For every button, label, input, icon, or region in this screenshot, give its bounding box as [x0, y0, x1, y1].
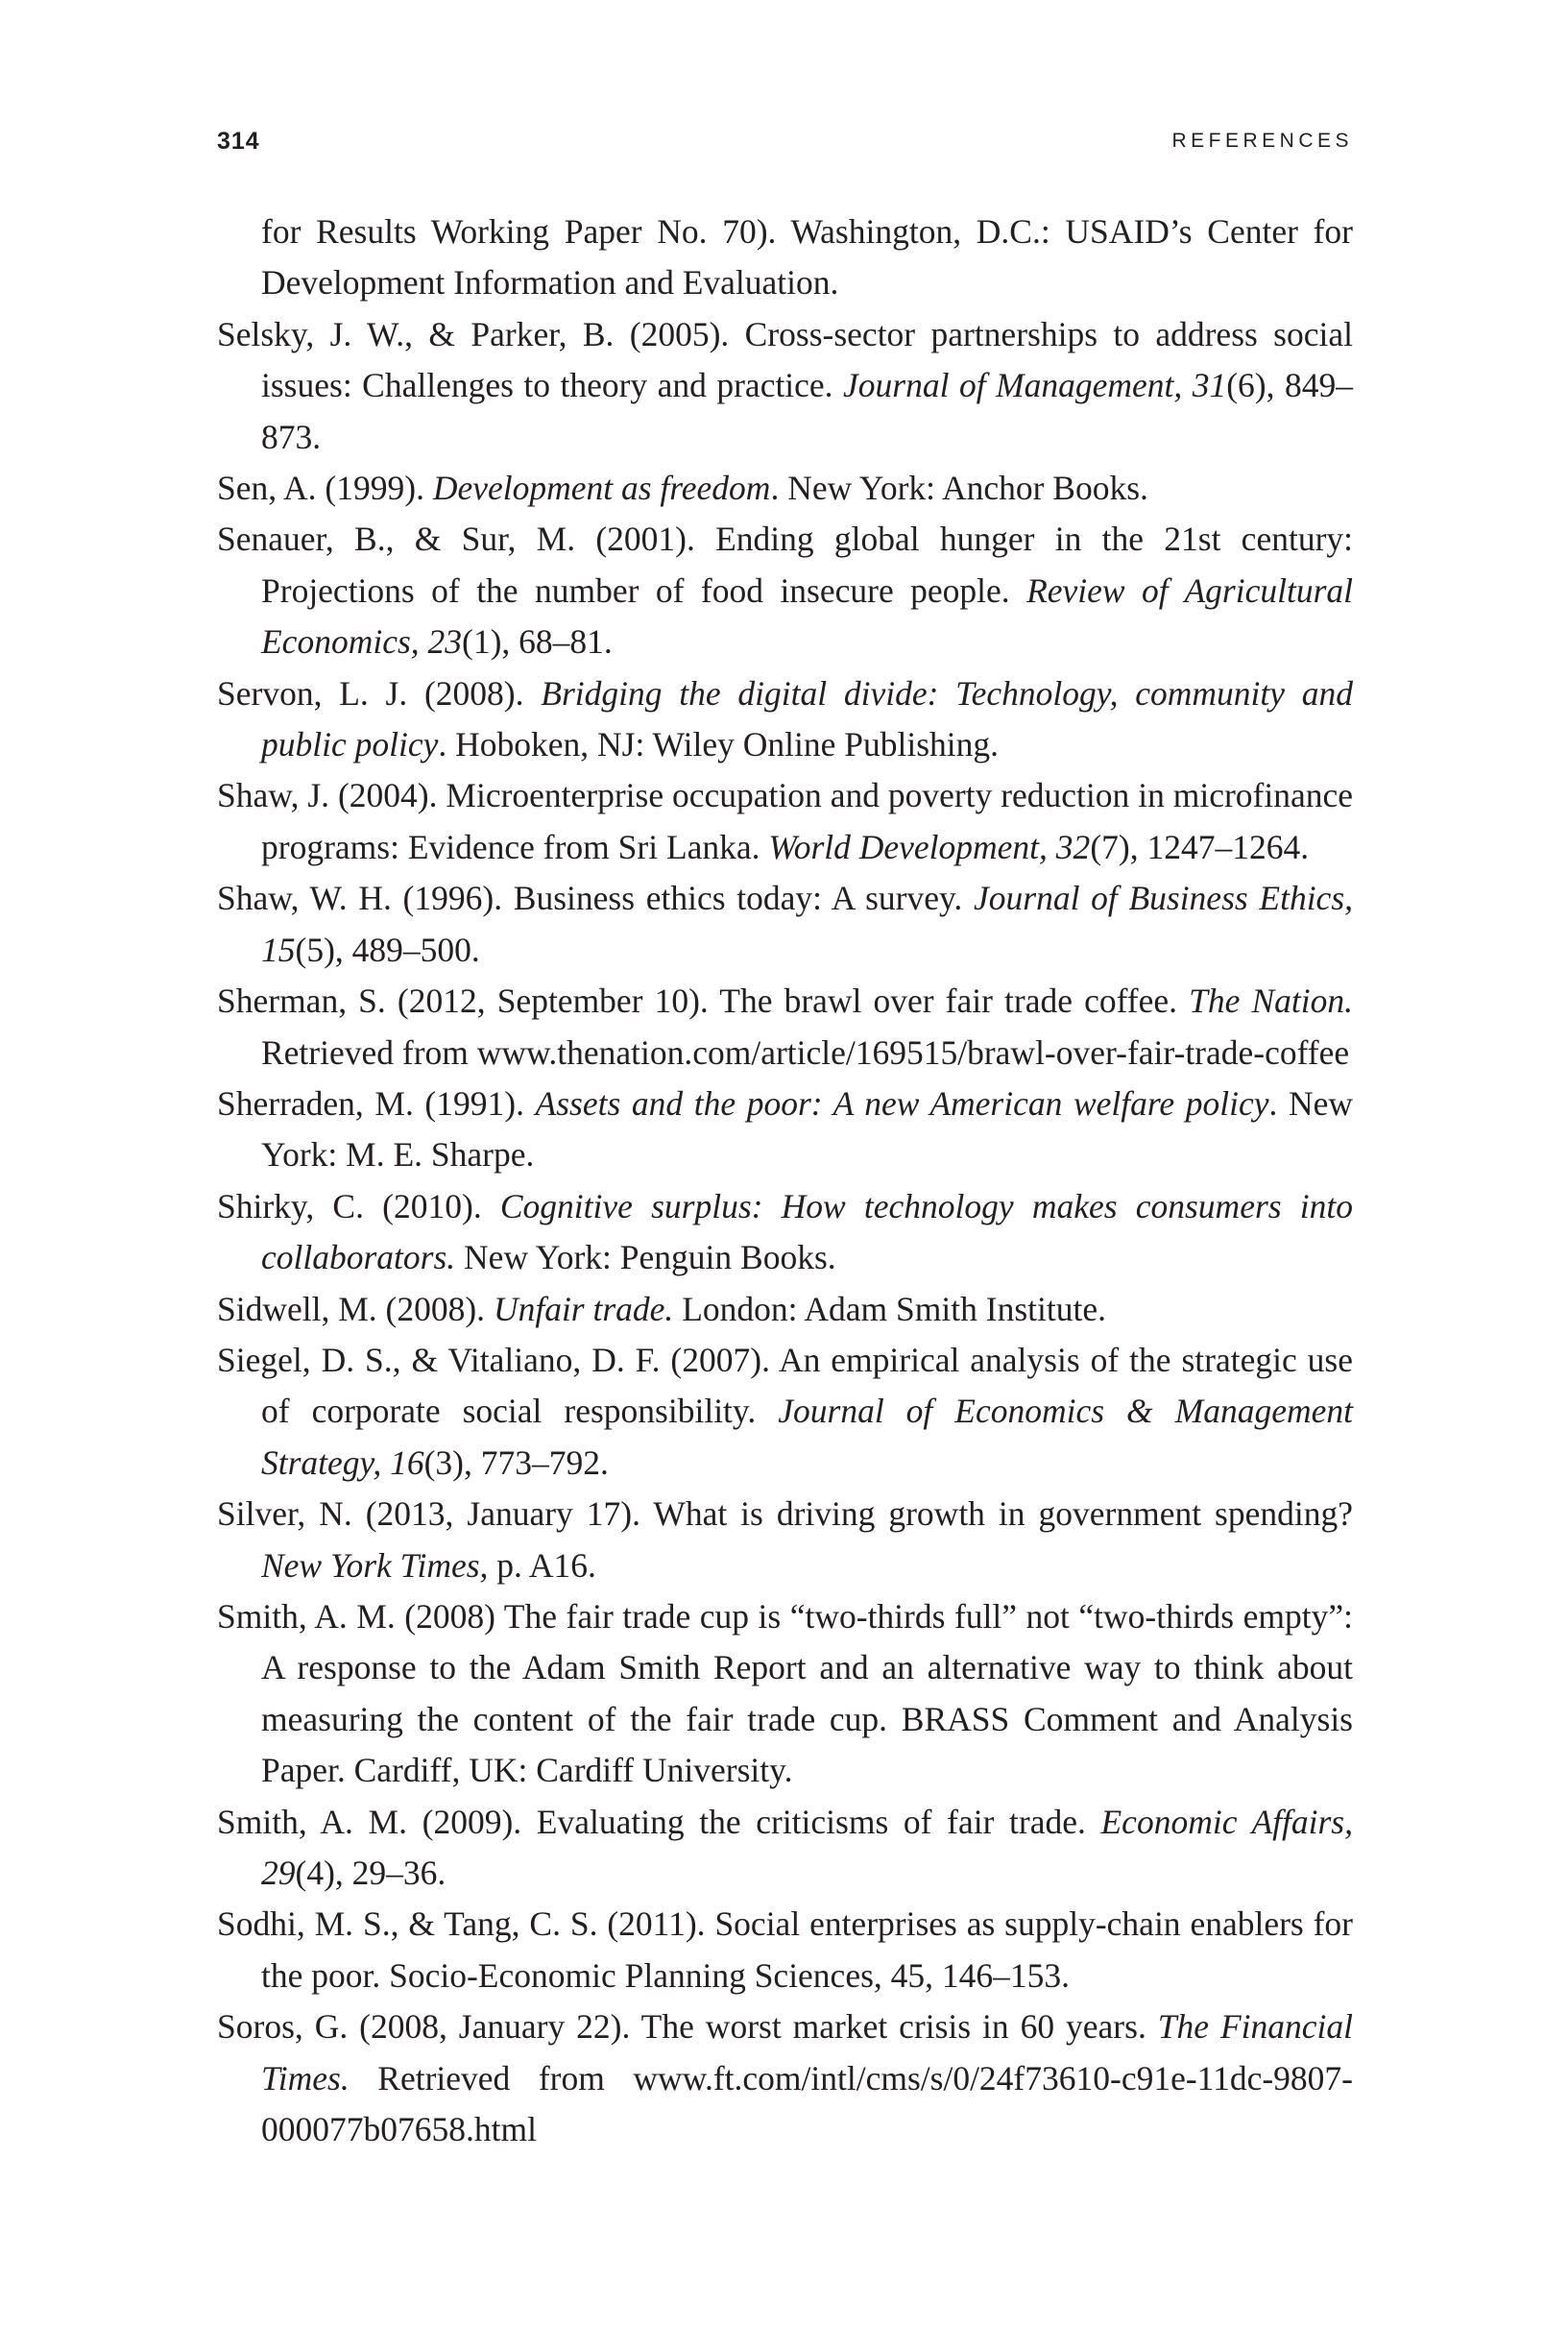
reference-entry: [217, 1489, 1353, 1591]
reference-text: (3), 773–792.: [423, 1443, 609, 1482]
page-header: [217, 128, 1353, 162]
reference-italic-text: Assets and the poor: A new American welfare policy: [535, 1083, 1269, 1123]
reference-entry: [217, 1899, 1353, 2001]
reference-text: Retrieved from www.thenation.com/article/169515/brawl-over-fair-trade-coffee: [261, 1032, 1350, 1072]
reference-entry: [217, 976, 1353, 1079]
reference-entry: [217, 873, 1353, 976]
reference-entry: [217, 1591, 1353, 1797]
reference-italic-text: Cognitive surplus: How technology makes consumers into collaborators.: [261, 1186, 1353, 1277]
reference-text: Sodhi, M. S., & Tang, C. S. (2011). Social enterprises as supply-chain enablers for the poor. Socio-Economic Planning Sciences, 45, 146–153.: [217, 1904, 1353, 1995]
reference-entry: [217, 1797, 1353, 1900]
reference-text: Senauer, B., & Sur, M. (2001). Ending global hunger in the 21st century: Projections of the number of food insecure people.: [217, 520, 1353, 610]
reference-text: Shaw, W. H. (1996). Business ethics today: A survey.: [217, 879, 974, 918]
reference-text: London: Adam Smith Institute.: [673, 1289, 1106, 1328]
reference-text: New York: Penguin Books.: [455, 1238, 836, 1277]
reference-entry: [217, 514, 1353, 667]
running-head: REFERENCES: [1171, 130, 1353, 152]
reference-italic-text: The Nation.: [1189, 982, 1353, 1021]
reference-text: Silver, N. (2013, January 17). What is driving growth in government spending?: [217, 1494, 1353, 1534]
reference-text: Selsky, J. W., & Parker, B. (2005). Cross-sector partnerships to address social issues: Challenges to theory and practice.: [217, 314, 1353, 405]
reference-text: (7), 1247–1264.: [1090, 827, 1310, 866]
reference-italic-text: World Development, 32: [768, 827, 1091, 866]
reference-entry: [217, 668, 1353, 771]
reference-text: Shaw, J. (2004). Microenterprise occupation and poverty reduction in microfinance programs: Evidence from Sri Lanka.: [217, 776, 1353, 866]
reference-text: Smith, A. M. (2008) The fair trade cup is “two-thirds full” not “two-thirds empty”: A response to the Adam Smith Report and an alternative way to think about measuring the content of the fair trade cup. BRASS Comment and Analysis Paper. Cardiff, UK: Cardiff University.: [217, 1596, 1353, 1790]
reference-text: . New York: M. E. Sharpe.: [261, 1083, 1353, 1175]
reference-text: Sherman, S. (2012, September 10). The brawl over fair trade coffee.: [217, 982, 1190, 1021]
reference-text: Sherraden, M. (1991).: [217, 1083, 536, 1123]
reference-italic-text: Economic Affairs, 29: [261, 1802, 1353, 1892]
page-number: 314: [217, 128, 260, 155]
reference-list: [217, 206, 1353, 2155]
reference-italic-text: Journal of Economics & Management Strategy, 16: [261, 1392, 1354, 1482]
reference-text: Soros, G. (2008, January 22). The worst market crisis in 60 years.: [217, 2007, 1158, 2047]
reference-text: Sidwell, M. (2008).: [217, 1289, 494, 1328]
reference-entry: [217, 1284, 1353, 1335]
reference-entry: [217, 309, 1353, 463]
reference-text: (4), 29–36.: [295, 1854, 446, 1892]
reference-text: p. A16.: [488, 1545, 596, 1585]
reference-italic-text: Bridging the digital divide: Technology, community and public policy: [261, 673, 1353, 764]
reference-entry: [217, 1335, 1353, 1489]
reference-text: for Results Working Paper No. 70). Washington, D.C.: USAID’s Center for Development Information and Evaluation.: [261, 212, 1353, 303]
reference-text: . Hoboken, NJ: Wiley Online Publishing.: [438, 725, 1000, 764]
reference-italic-text: Journal of Business Ethics, 15: [261, 879, 1354, 969]
reference-entry: [217, 1079, 1353, 1181]
reference-text: (1), 68–81.: [462, 622, 613, 662]
reference-text: Shirky, C. (2010).: [217, 1186, 500, 1225]
reference-italic-text: The Financial Times.: [261, 2007, 1353, 2097]
reference-text: (5), 489–500.: [295, 930, 480, 969]
reference-text: Smith, A. M. (2009). Evaluating the criticisms of fair trade.: [217, 1802, 1101, 1841]
reference-italic-text: Unfair trade.: [493, 1289, 674, 1328]
reference-italic-text: Journal of Management, 31: [843, 366, 1227, 405]
reference-italic-text: New York Times,: [261, 1545, 489, 1585]
reference-text: Retrieved from www.ft.com/intl/cms/s/0/24f73610-c91e-11dc-9807-000077b07658.html: [261, 2058, 1353, 2149]
reference-entry: [217, 2001, 1353, 2155]
reference-text: (6), 849–873.: [261, 366, 1353, 456]
reference-entry: [217, 463, 1353, 514]
reference-italic-text: Development as freedom: [432, 469, 771, 508]
reference-text: Siegel, D. S., & Vitaliano, D. F. (2007). An empirical analysis of the strategic use of corporate social responsibility.: [217, 1340, 1353, 1431]
reference-text: . New York: Anchor Books.: [770, 469, 1148, 508]
reference-italic-text: Review of Agricultural Economics, 23: [261, 570, 1353, 662]
reference-entry: [217, 1181, 1353, 1284]
reference-entry: [217, 770, 1353, 873]
reference-text: Sen, A. (1999).: [217, 469, 433, 508]
reference-entry-continued: [217, 206, 1353, 309]
reference-text: Servon, L. J. (2008).: [217, 673, 542, 713]
